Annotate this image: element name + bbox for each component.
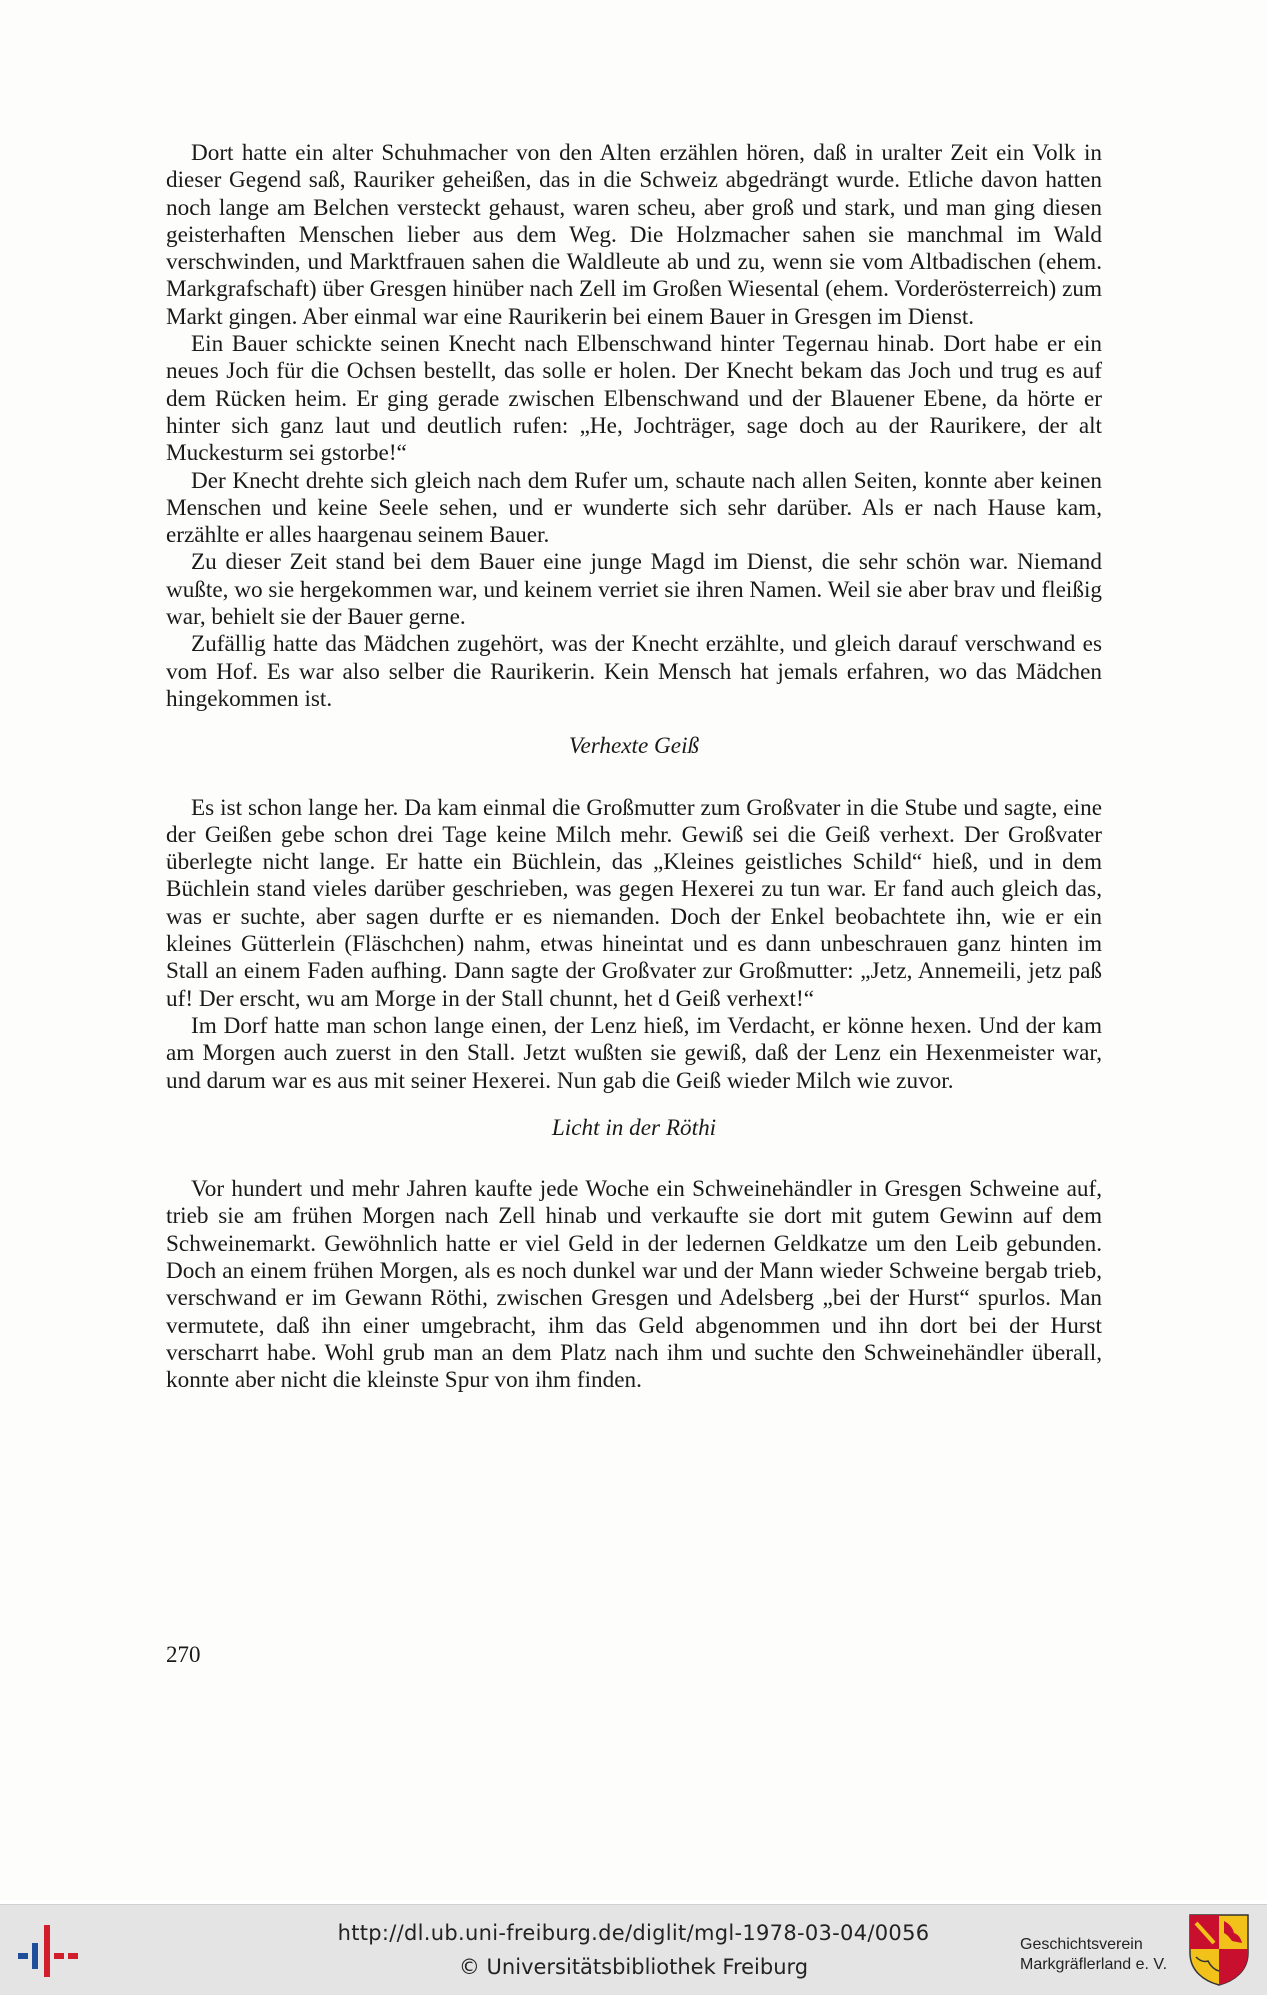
paragraph: Vor hundert und mehr Jahren kaufte jede Woche ein Schweinehändler in Gresgen Schweine auf, trieb sie am frühen Morgen nach Zell hinab und verkaufte sie dort mit gutem Gewinn auf dem Schweinemarkt. Gewöhnlich hatte er viel Geld in der ledernen Geldkatze um den Leib gebunden. Doch an einem frühen Morgen, als es noch dunkel war und der Mann wieder Schweine bergab trieb, verschwand er im Gewann Röthi, zwischen Gresgen und Adelsberg „bei der Hurst“ spurlos. Man vermutete, daß ihn einer umgebracht, ihm das Geld abgenommen und ihn dort bei der Hurst verscharrt habe. Wohl grub man an dem Platz nach ihm und suchte den Schweinehändler überall, konnte aber nicht die kleinste Spur von ihm finden. <box>166 1176 1102 1394</box>
copyright-notice: © Universitätsbibliothek Freiburg <box>458 1955 809 1979</box>
section-raurikerin <box>166 140 1102 713</box>
paragraph: Im Dorf hatte man schon lange einen, der Lenz hieß, im Verdacht, er könne hexen. Und der kam am Morgen auch zuerst in den Stall. Jetzt wußten sie gewiß, daß der Lenz ein Hexenmeister war, und darum war es aus mit seiner Hexerei. Nun gab die Geiß wieder Milch wie zuvor. <box>166 1012 1102 1094</box>
paragraph: Dort hatte ein alter Schuhmacher von den Alten erzählen hören, daß in uralter Zeit ein Volk in dieser Gegend saß, Rauriker geheißen, das in die Schweiz abgedrängt wurde. Etliche davon hatten noch lange am Belchen versteckt gehaust, waren scheu, aber groß und stark, und man ging diesen geisterhaften Menschen lieber aus dem Weg. Die Holzmacher sahen sie manchmal im Wald verschwinden, und Marktfrauen sahen die Waldleute ab und zu, wenn sie vom Altbadischen (ehem. Markgrafschaft) über Gresgen hinüber nach Zell im Großen Wiesental (ehem. Vorderösterreich) zum Markt gingen. Aber einmal war eine Raurikerin bei einem Bauer in Gresgen im Dienst. <box>166 140 1102 330</box>
section-verhexte-geiss <box>166 795 1102 1095</box>
paragraph: Es ist schon lange her. Da kam einmal die Großmutter zum Großvater in die Stube und sagte, eine der Geißen gebe schon drei Tage keine Milch mehr. Gewiß sei die Geiß verhext. Der Großvater überlegte nicht lange. Er hatte ein Büchlein, das „Kleines geistliches Schild“ hieß, und in dem Büchlein stand vieles darüber geschrieben, was gegen Hexerei zu tun war. Er fand auch gleich das, was er suchte, aber sagen durfte er es niemanden. Doch der Enkel beobachtete ihn, wie er ein kleines Gütterlein (Fläschchen) nahm, etwas hineintat und es dann unbeschrauen ganz hinten im Stall an einem Faden aufhing. Dann sagte der Großvater zur Großmutter: „Jetz, Annemeili, jetz paß uf! Der erscht, wu am Morge in der Stall chunnt, het d Geiß verhext!“ <box>166 794 1102 1012</box>
permalink-url[interactable]: http://dl.ub.uni-freiburg.de/diglit/mgl-1978-03-04/0056 <box>337 1921 930 1945</box>
coat-of-arms-icon[interactable] <box>1188 1913 1250 1987</box>
footer-bar <box>0 1904 1267 1995</box>
paragraph: Ein Bauer schickte seinen Knecht nach Elbenschwand hinter Tegernau hinab. Dort habe er ein neues Joch für die Ochsen bestellt, das solle er holen. Der Knecht bekam das Joch und trug es auf dem Rücken heim. Er ging gerade zwischen Elbenschwand und der Blauener Ebene, da hörte er hinter sich ganz laut und deutlich rufen: „He, Jochträger, sage doch au der Raurikere, der alt Muckesturm sei gstorbe!“ <box>166 331 1102 467</box>
society-line-2: Markgräflerland e. V. <box>1020 1956 1168 1973</box>
page-text <box>166 140 1102 1394</box>
society-line-1: Geschichtsverein <box>1020 1936 1143 1953</box>
section-heading-licht-in-der-roethi: Licht in der Röthi <box>551 1114 717 1141</box>
section-heading-verhexte-geiss: Verhexte Geiß <box>568 733 700 760</box>
paragraph: Der Knecht drehte sich gleich nach dem Rufer um, schaute nach allen Seiten, konnte aber keinen Menschen und keine Seele sehen, und er wunderte sich sehr darüber. Als er nach Hause kam, erzählte er alles haargenau seinem Bauer. <box>166 467 1102 549</box>
paragraph: Zu dieser Zeit stand bei dem Bauer eine junge Magd im Dienst, die sehr schön war. Niemand wußte, wo sie hergekommen war, und keinem verriet sie ihren Namen. Weil sie aber brav und fleißig war, behielt sie der Bauer gerne. <box>166 549 1102 631</box>
society-name <box>1020 1935 1167 1975</box>
paragraph: Zufällig hatte das Mädchen zugehört, was der Knecht erzählte, und gleich darauf verschwand es vom Hof. Es war also selber die Raurikerin. Kein Mensch hat jemals erfahren, wo das Mädchen hingekommen ist. <box>166 631 1102 712</box>
section-licht-in-der-roethi <box>166 1176 1102 1394</box>
page-number: 270 <box>166 1642 201 1667</box>
